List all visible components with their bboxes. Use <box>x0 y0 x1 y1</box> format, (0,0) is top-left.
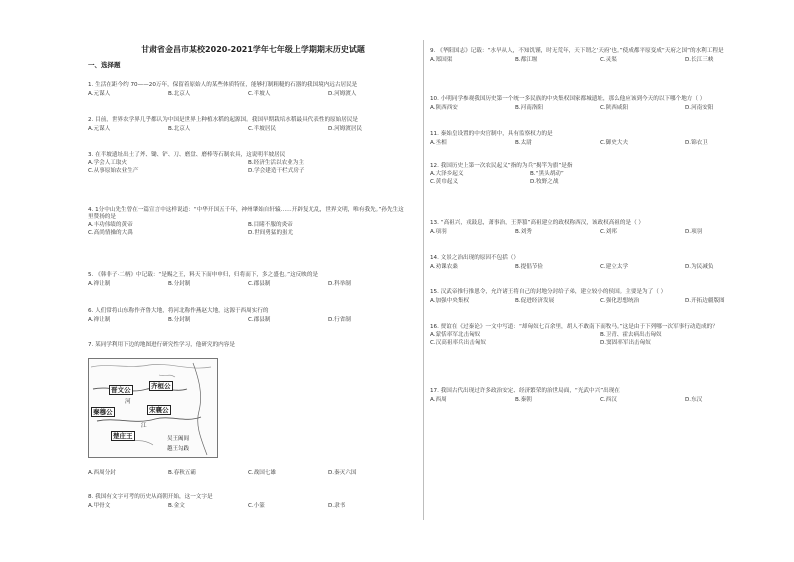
option-c: C.小篆 <box>248 503 265 509</box>
option-b: B.河南洛阳 <box>515 105 543 111</box>
option-a: A.西周 <box>430 397 447 403</box>
question-7 <box>88 342 408 349</box>
question-stem: 11. 秦始皇设置的中央官制中，具有监察权力的是 <box>430 131 553 137</box>
option-b: B.金文 <box>168 503 185 509</box>
map-river-he: 河 <box>125 399 131 405</box>
map-label-jin: 晋文公 <box>111 386 131 394</box>
option-b: B.北京人 <box>168 91 191 97</box>
question-17 <box>430 388 770 404</box>
page-title: 甘肃省金昌市某校2020-2021学年七年级上学期期末历史试题 <box>141 45 365 54</box>
option-b: B.“黑头胡动” <box>530 171 564 177</box>
question-stem: 5. 《韩非子·二柄》中记载：“是赐之王，料天下而申申归，归将而下，多之盛也。”这反映的是 <box>88 272 319 278</box>
option-a: A.加强中央集权 <box>430 298 470 304</box>
question-stem: 7. 某同学利用下边的地图进行研究性学习，他研究的内容是 <box>88 342 235 348</box>
question-11 <box>430 131 770 147</box>
question-14 <box>430 255 770 271</box>
option-a: A.丞相 <box>430 140 447 146</box>
map-label-qi: 齐桓公 <box>151 382 171 390</box>
option-b: B.分封制 <box>168 317 191 323</box>
question-stem: 9. 《华阳国志》记载：“水旱从人，不知饥馑，时无荒年，天下谓之‘天府’也。”使成都平原变成“天府之国”的水利工程是 <box>430 48 724 54</box>
option-a: A.禅让制 <box>88 317 111 323</box>
section-heading: 一、选择题 <box>88 61 121 69</box>
column-divider <box>423 40 424 520</box>
question-stem: 16. 贾谊在《过秦论》一文中写道：“却匈奴七百余里，胡人不敢南下而牧马。”这是由于下列哪一次军事行动造成的？ <box>430 324 718 330</box>
option-b: B.都江堰 <box>515 57 538 63</box>
option-d: D.科举制 <box>328 281 351 287</box>
question-2 <box>88 117 408 133</box>
option-a: A.元谋人 <box>88 126 111 132</box>
question-1 <box>88 82 408 98</box>
option-c: C.御史大夫 <box>600 140 629 146</box>
option-a: A.郑国渠 <box>430 57 453 63</box>
option-c: C.高尚情操的大禹 <box>88 230 133 236</box>
question-7-options <box>88 468 408 477</box>
option-a: A.元谋人 <box>88 91 111 97</box>
option-d: D.锦衣卫 <box>685 140 708 146</box>
option-c: C.半坡居民 <box>248 126 277 132</box>
option-a: A.劝课农桑 <box>430 264 458 270</box>
option-d: D.河姆渡人 <box>328 91 357 97</box>
option-c: C.建立太学 <box>600 264 629 270</box>
option-d: D.为民减负 <box>685 264 714 270</box>
question-5 <box>88 272 408 288</box>
question-stem: 8. 我国有文字可考的历史从商朝开始，这一文字是 <box>88 494 213 500</box>
option-b: B.分封制 <box>168 281 191 287</box>
option-b: B.经济生活以农业为主 <box>248 160 304 166</box>
option-d: D.开拓边疆版图 <box>685 298 725 304</box>
question-4 <box>88 207 408 237</box>
map-label-wu: 吴王阖闾 <box>167 436 190 442</box>
question-stem: 3. 在半坡遗址出土了斧、锄、铲、刀、磨盘、磨棒等石制农具，这说明半坡居民 <box>88 152 286 158</box>
option-b: B.北京人 <box>168 126 191 132</box>
option-c: C.强化思想统治 <box>600 298 640 304</box>
option-c: C.从事原始农业生产 <box>88 168 139 174</box>
question-10 <box>430 96 770 112</box>
question-16 <box>430 324 770 347</box>
spring-autumn-map <box>88 358 218 458</box>
question-stem: 13. “高祖兴，戎鼓息，萧事治，王莽篡”高祖建立的政权称西汉，该政权高祖的是（ ） <box>430 220 645 226</box>
map-river-jiang: 江 <box>141 423 147 429</box>
option-d: D.牧野之战 <box>530 179 559 185</box>
option-d: D.世间勇猛的蚩尤 <box>248 230 294 236</box>
option-d: D.长江三峡 <box>685 57 714 63</box>
option-d: D.窦固率军出击匈奴 <box>600 340 651 346</box>
option-d: D.秦灭六国 <box>328 470 357 476</box>
option-d: D.河南安阳 <box>685 105 714 111</box>
option-b: B.提倡节俭 <box>515 264 543 270</box>
option-a: A.禅让制 <box>88 281 111 287</box>
question-3 <box>88 152 408 175</box>
option-d: D.行省制 <box>328 317 351 323</box>
option-c: C.刘邦 <box>600 229 617 235</box>
question-12 <box>430 163 770 186</box>
option-a: A.学会人工取火 <box>88 160 128 166</box>
option-c: C.黄巾起义 <box>430 179 459 185</box>
question-6 <box>88 308 408 324</box>
question-stem: 14. 文景之治出现的原因不包括（） <box>430 255 519 261</box>
option-a: A.甲骨文 <box>88 503 111 509</box>
option-d: D.隶书 <box>328 503 346 509</box>
option-b: B.春秋五霸 <box>168 470 196 476</box>
option-a: A.蒙恬率军北击匈奴 <box>430 332 481 338</box>
question-stem: 12. 我国历史上第一次农民起义”指的为兵”揭竿为旗”是指 <box>430 163 573 169</box>
question-15 <box>430 289 770 305</box>
option-a: A.西周分封 <box>88 470 116 476</box>
question-stem: 17. 我国古代出现过许多政治安定、经济繁荣的治世局面，“光武中兴”出现在 <box>430 388 620 394</box>
option-c: C.半坡人 <box>248 91 271 97</box>
option-a: A.丰功伟绩的黄帝 <box>88 222 133 228</box>
map-label-qin: 秦穆公 <box>93 408 113 416</box>
question-8 <box>88 494 408 510</box>
map-label-yue: 越王勾践 <box>167 446 190 452</box>
map-label-chu: 楚庄王 <box>113 432 133 440</box>
option-a: A.陕西西安 <box>430 105 458 111</box>
option-d: D.东汉 <box>685 397 703 403</box>
question-stem: 4. 1分中山先生曾在一篇宣言中这样说道：“中华开国五千年，神州肇始自轩辕……开辟复尤乱，世界文明，唯有我先。”孙先生这里赞扬的是 <box>88 207 404 220</box>
question-stem: 10. 小明同学参观我国历史第一个统一多民族的中央集权国家都城遗址，那么他应该到今天的以下哪个地方（ ） <box>430 96 706 102</box>
option-c: C.汉高祖率兵出击匈奴 <box>430 340 487 346</box>
question-stem: 6. 人们常将山东称作齐鲁大地，将河北称作燕赵大地，这源于西周实行的 <box>88 308 269 314</box>
option-c: C.战国七雄 <box>248 470 277 476</box>
option-a: A.项羽 <box>430 229 447 235</box>
question-stem: 1. 生活在距今约 70——20万年，保留着原始人的某些体质特征，能够打制粗糙的石器的我国境内远古居民是 <box>88 82 358 88</box>
option-b: B.刘秀 <box>515 229 532 235</box>
option-c: C.陕西咸阳 <box>600 105 629 111</box>
option-b: B.卫青、霍去病出击匈奴 <box>600 332 662 338</box>
option-d: D.学会建造干栏式房子 <box>248 168 305 174</box>
question-stem: 15. 汉武帝推行推恩令，允许诸王将自己的封地分封给子弟，建立较小的侯国。主要是为了（ ） <box>430 289 667 295</box>
option-c: C.灵渠 <box>600 57 617 63</box>
map-label-song: 宋襄公 <box>149 406 169 414</box>
option-c: C.西汉 <box>600 397 617 403</box>
option-d: D.河姆渡居民 <box>328 126 363 132</box>
option-c: C.郡县制 <box>248 281 271 287</box>
option-b: B.促进经济发展 <box>515 298 555 304</box>
option-c: C.郡县制 <box>248 317 271 323</box>
question-13 <box>430 220 770 236</box>
option-d: D.项羽 <box>685 229 703 235</box>
option-b: B.太尉 <box>515 140 532 146</box>
question-9 <box>430 48 770 64</box>
option-a: A.大泽乡起义 <box>430 171 464 177</box>
question-stem: 2. 目前，世界农学界几乎都认为中国是世界上种植水稻的起源国。我国早期栽培水稻最具代表性的原始居民是 <box>88 117 359 123</box>
option-b: B.目睹不服的炎帝 <box>248 222 293 228</box>
option-b: B.秦朝 <box>515 397 532 403</box>
